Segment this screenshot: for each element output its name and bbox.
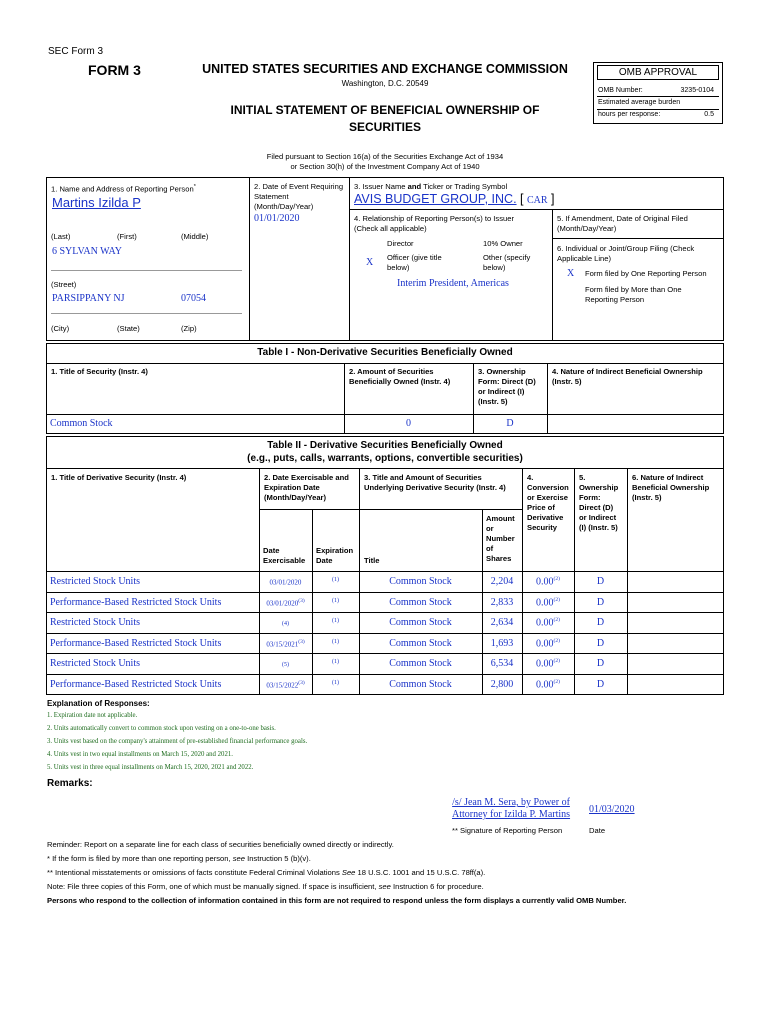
footnote-item: 3. Units vest based on the company's attainment of pre-established financial performance goals.	[47, 738, 308, 745]
footnote-item: 4. Units vest in two equal installments on March 15, 2020 and 2021.	[47, 751, 233, 758]
table-row-expiration: (1)	[332, 680, 339, 686]
signature-label: ** Signature of Reporting Person	[452, 826, 563, 835]
footer-note-1: * If the form is filed by more than one reporting person, see Instruction 5 (b)(v).	[47, 854, 311, 863]
relationship-label: 4. Relationship of Reporting Person(s) to Issuer (Check all applicable)	[354, 214, 514, 233]
officer-title: Interim President, Americas	[397, 278, 509, 289]
omb-hours-label: hours per response:	[598, 111, 661, 118]
reminder-text: Reminder: Report on a separate line for each class of securities beneficially owned directly or indirectly.	[47, 840, 394, 849]
table-2-col-title: 1. Title of Derivative Security (Instr. 4)	[51, 473, 187, 482]
table-1-col-nature: 4. Nature of Indirect Beneficial Ownership (Instr. 5)	[552, 367, 703, 386]
table-row-expiration: (1)	[332, 598, 339, 604]
table-row-date-exercisable: 03/01/2020	[269, 578, 302, 587]
table-2-col-dates: 2. Date Exercisable and Expiration Date (Month/Day/Year)	[264, 473, 349, 502]
table-1-amount: 0	[406, 418, 411, 429]
table-row-price: 0.00$^{(2)}$	[536, 638, 560, 650]
zip-label: (Zip)	[181, 324, 197, 333]
event-date-value: 01/01/2020	[254, 213, 300, 224]
city-label: (City)	[51, 324, 70, 333]
table-row-title: Performance-Based Restricted Stock Units	[50, 679, 222, 690]
table-row-shares: 2,800	[490, 679, 514, 690]
table-row-title: Performance-Based Restricted Stock Units	[50, 638, 222, 649]
table-1-col-title: 1. Title of Security (Instr. 4)	[51, 367, 148, 376]
sec-form-label: SEC Form 3	[48, 46, 104, 57]
zip-value: 07054	[181, 293, 206, 304]
officer-label: Officer (give title below)	[387, 253, 442, 272]
table-1-col-ownership: 3. Ownership Form: Direct (D) or Indirect (I) (Instr. 5)	[478, 367, 536, 406]
table-row-expiration: (1)	[332, 618, 339, 624]
table-2-col-ownership: 5. Ownership Form: Direct (D) or Indirect (I) (Instr. 5)	[579, 473, 619, 532]
issuer-ticker: CAR	[527, 195, 548, 206]
signature-date-label: Date	[589, 826, 606, 835]
table-row-price: 0.00$^{(2)}$	[536, 658, 560, 670]
table-row-date-exercisable: (5)	[282, 662, 289, 668]
table-row-date-exercisable: 03/15/2022$^{(3)}$	[266, 680, 305, 690]
omb-number-value: 3235-0104	[680, 87, 714, 94]
signature-date: 01/03/2020	[589, 804, 635, 815]
table-2-sub-expiration: Expiration Date	[316, 546, 354, 565]
table-row-shares: 2,204	[490, 576, 514, 587]
table-row-underlying: Common Stock	[389, 597, 452, 608]
table-row-title: Restricted Stock Units	[50, 658, 140, 669]
table-row-title: Restricted Stock Units	[50, 576, 140, 587]
footer-note-3: Note: File three copies of this Form, one of which must be manually signed. If space is insufficient, see Instruction 6 for procedure.	[47, 882, 484, 891]
omb-number-label: OMB Number:	[598, 87, 643, 94]
omb-burden-label: Estimated average burden	[598, 99, 681, 106]
table-2-title-line1: Table II - Derivative Securities Beneficially Owned	[267, 440, 503, 451]
table-row-date-exercisable: (4)	[282, 621, 289, 627]
table-row-form: D	[596, 617, 605, 628]
agency-title: UNITED STATES SECURITIES AND EXCHANGE COMMISSION	[202, 62, 568, 76]
table-row-shares: 1,693	[490, 638, 514, 649]
filing-label: 6. Individual or Joint/Group Filing (Check Applicable Line)	[557, 244, 695, 263]
table-row-price: 0.00$^{(2)}$	[536, 576, 560, 588]
issuer-label: 3. Issuer Name and Ticker or Trading Symbol	[354, 182, 508, 191]
statement-title-line2: SECURITIES	[348, 120, 421, 134]
table-row-underlying: Common Stock	[389, 617, 452, 628]
omb-notice: Persons who respond to the collection of information contained in this form are not required to respond unless the form displays a currently valid OMB Number.	[47, 896, 627, 905]
filed-pursuant-line1: Filed pursuant to Section 16(a) of the Securities Exchange Act of 1934	[266, 152, 504, 161]
table-row-form: D	[596, 679, 605, 690]
table-row-price: 0.00$^{(2)}$	[536, 597, 560, 609]
table-row-underlying: Common Stock	[389, 576, 452, 587]
director-label: Director	[387, 239, 414, 248]
table-row-shares: 2,634	[490, 617, 514, 628]
table-row-form: D	[596, 638, 605, 649]
omb-title: OMB APPROVAL	[597, 65, 719, 80]
form-title: FORM 3	[88, 62, 141, 78]
table-2-sub-title: Title	[364, 556, 380, 565]
table-2-col-nature: 6. Nature of Indirect Beneficial Ownership (Instr. 5)	[632, 473, 710, 502]
officer-checkmark: X	[366, 257, 374, 268]
issuer-line: AVIS BUDGET GROUP, INC. [ CAR ]	[354, 192, 555, 206]
table-row-title: Performance-Based Restricted Stock Units	[50, 597, 222, 608]
first-label: (First)	[117, 232, 137, 241]
table-1-col-amount: 2. Amount of Securities Beneficially Owned (Instr. 4)	[349, 367, 451, 386]
event-date-label: 2. Date of Event Requiring Statement (Month/Day/Year)	[254, 182, 344, 211]
table-2-title-line2: (e.g., puts, calls, warrants, options, convertible securities)	[247, 453, 523, 464]
table-row-underlying: Common Stock	[389, 638, 452, 649]
agency-location: Washington, D.C. 20549	[341, 79, 429, 88]
issuer-name[interactable]: AVIS BUDGET GROUP, INC.	[354, 192, 517, 206]
amendment-label: 5. If Amendment, Date of Original Filed (Month/Day/Year)	[557, 214, 688, 233]
filing-one-person: Form filed by One Reporting Person	[585, 269, 707, 278]
table-row-underlying: Common Stock	[389, 658, 452, 669]
statement-title-line1: INITIAL STATEMENT OF BENEFICIAL OWNERSHIP OF	[230, 103, 540, 117]
signature: /s/ Jean M. Sera, by Power of Attorney for Izilda P. Martins	[452, 797, 571, 820]
table-row-date-exercisable: 03/15/2021$^{(3)}$	[266, 639, 305, 649]
ten-pct-owner-label: 10% Owner	[483, 239, 523, 248]
filing-checkmark: X	[567, 268, 575, 279]
filing-more-than-one: Form filed by More than One Reporting Person	[585, 285, 682, 304]
table-row-title: Restricted Stock Units	[50, 617, 140, 628]
table-row-expiration: (1)	[332, 639, 339, 645]
footnote-item: 2. Units automatically convert to common stock upon vesting on a one-to-one basis.	[47, 725, 276, 732]
table-1-title: Table I - Non-Derivative Securities Beneficially Owned	[257, 347, 513, 358]
last-label: (Last)	[51, 232, 71, 241]
omb-hours-value: 0.5	[704, 111, 714, 118]
table-row-shares: 6,534	[490, 658, 514, 669]
table-row-form: D	[596, 576, 605, 587]
filed-pursuant-line2: or Section 30(h) of the Investment Company Act of 1940	[290, 162, 480, 171]
table-row-price: 0.00$^{(2)}$	[536, 617, 560, 629]
state-label: (State)	[117, 324, 140, 333]
reporting-person-label: 1. Name and Address of Reporting Person*	[51, 184, 196, 194]
table-2-sub-date-exercisable: Date Exercisable	[263, 546, 306, 565]
table-2-col-conversion: 4. Conversion or Exercise Price of Derivative Security	[527, 473, 569, 532]
remarks-title: Remarks:	[47, 778, 93, 789]
table-row-form: D	[596, 658, 605, 669]
footnote-item: 5. Units vest in three equal installments on March 15, 2020, 2021 and 2022.	[47, 764, 254, 771]
footer-note-2: ** Intentional misstatements or omissions of facts constitute Federal Criminal Violations See 18 U.S.C. 1001 and 15 U.S.C. 78ff(a).	[47, 868, 486, 877]
table-2-sub-amount: Amount or Number of Shares	[486, 514, 515, 563]
table-row-shares: 2,833	[490, 597, 514, 608]
table-row-price: 0.00$^{(2)}$	[536, 679, 560, 691]
table-2-col-underlying: 3. Title and Amount of Securities Underlying Derivative Security (Instr. 4)	[364, 473, 506, 492]
footnote-item: 1. Expiration date not applicable.	[47, 712, 138, 719]
table-1-ownership-form: D	[506, 418, 514, 429]
table-1-security-title: Common Stock	[50, 418, 113, 429]
table-row-expiration: (1)	[332, 577, 339, 583]
table-row-underlying: Common Stock	[389, 679, 452, 690]
table-row-expiration: (1)	[332, 659, 339, 665]
street-label: (Street)	[51, 280, 77, 289]
street-value: 6 SYLVAN WAY	[52, 246, 123, 257]
other-label: Other (specify below)	[483, 253, 531, 272]
middle-label: (Middle)	[181, 232, 209, 241]
table-row-form: D	[596, 597, 605, 608]
table-row-date-exercisable: 03/01/2020$^{(3)}$	[266, 598, 305, 608]
reporting-person-name[interactable]: Martins Izilda P	[52, 195, 141, 210]
city-value: PARSIPPANY NJ	[52, 293, 125, 304]
explanation-title: Explanation of Responses:	[47, 699, 150, 708]
